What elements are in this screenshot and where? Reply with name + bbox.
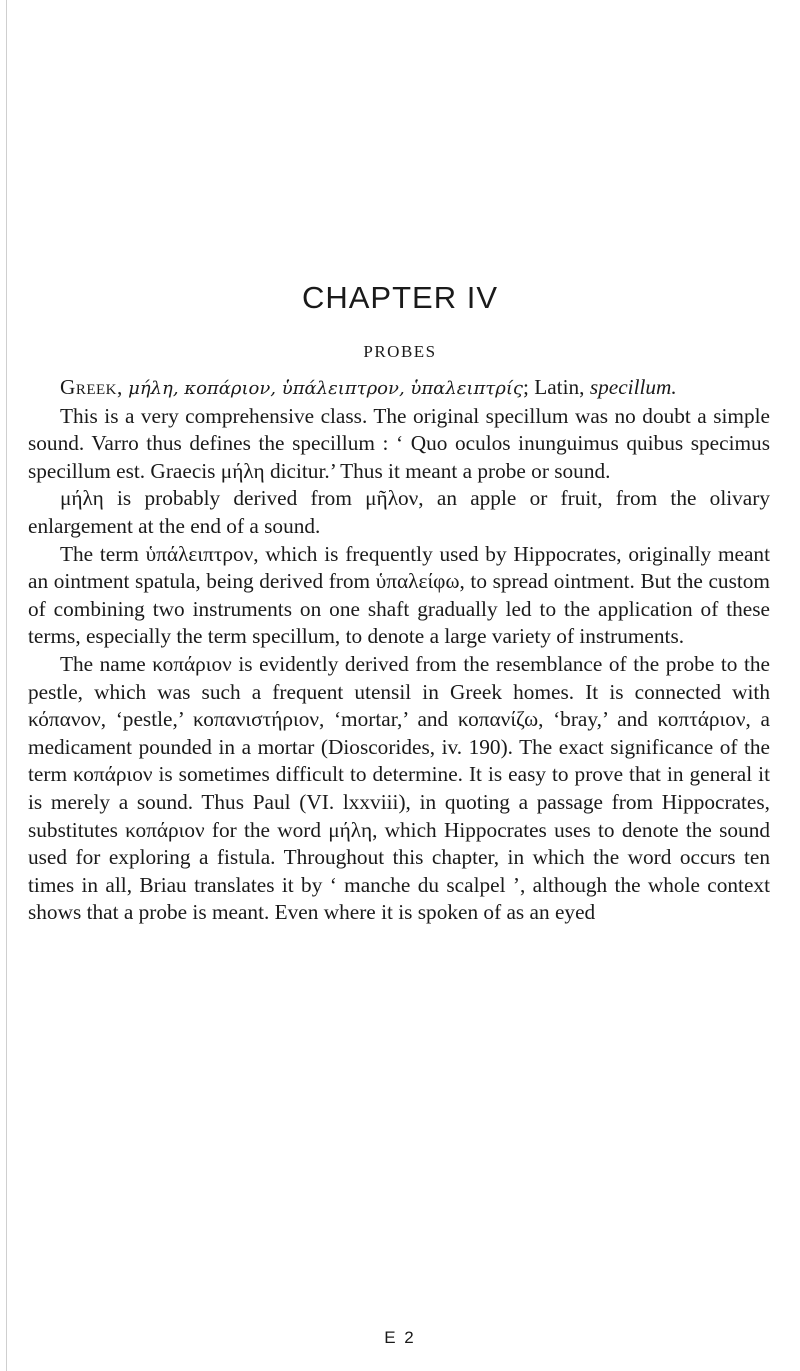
paragraph-terms [28,374,770,403]
greek-label: Greek, [59,375,123,399]
latin-label: ; Latin, [522,375,585,399]
greek-terms: μήλη, κοπάριον, ὑπάλειπτρον, ὑπαλειπτρίς [128,378,523,399]
paragraph-specillum: This is a very comprehensive class. The original specillum was no doubt a simple sound. Varro thus defines the specillum : ‘ Quo oculos inunguimus quibus specimus specillum est. Graecis μήλη dicitur.’ Thus it meant a probe or sound. [28,403,770,483]
page-signature: E 2 [384,1328,416,1347]
body-text [28,374,770,927]
section-title: PROBES [363,342,437,361]
paragraph-etymology-mele: μήλη is probably derived from μῆλον, an apple or fruit, from the olivary enlargement at the end of a sound. [28,486,770,538]
chapter-title: CHAPTER IV [301,280,499,315]
paragraph-hypaleiptron: The term ὑπάλειπτρον, which is frequently used by Hippocrates, originally meant an ointment spatula, being derived from ὑπαλείφω, to spread ointment. But the custom of combining two instruments on one shaft gradually led to the application of these terms, especially the term specillum, to denote a large variety of instruments. [28,541,770,649]
page-gutter-edge [6,0,7,1371]
paragraph-koparion: The name κοπάριον is evidently derived from the resemblance of the probe to the pestle, which was such a frequent utensil in Greek homes. It is connected with κόπανον, ‘pestle,’ κοπανιστήριον, ‘mortar,’ and κοπανίζω, ‘bray,’ and κοπτάριον, a medicament pounded in a mortar (Dioscorides, iv. 190). The exact significance of the term κοπάριον is sometimes difficult to determine. It is easy to prove that in general it is merely a sound. Thus Paul (VI. lxxviii), in quoting a passage from Hippocrates, substitutes κοπάριον for the word μήλη, which Hippocrates uses to denote the sound used for exploring a fistula. Throughout this chapter, in which the word occurs ten times in all, Briau translates it by ‘ manche du scalpel ’, although the whole context shows that a probe is meant. Even where it is spoken of as an eyed [28,651,770,925]
latin-term: specillum. [589,375,677,399]
